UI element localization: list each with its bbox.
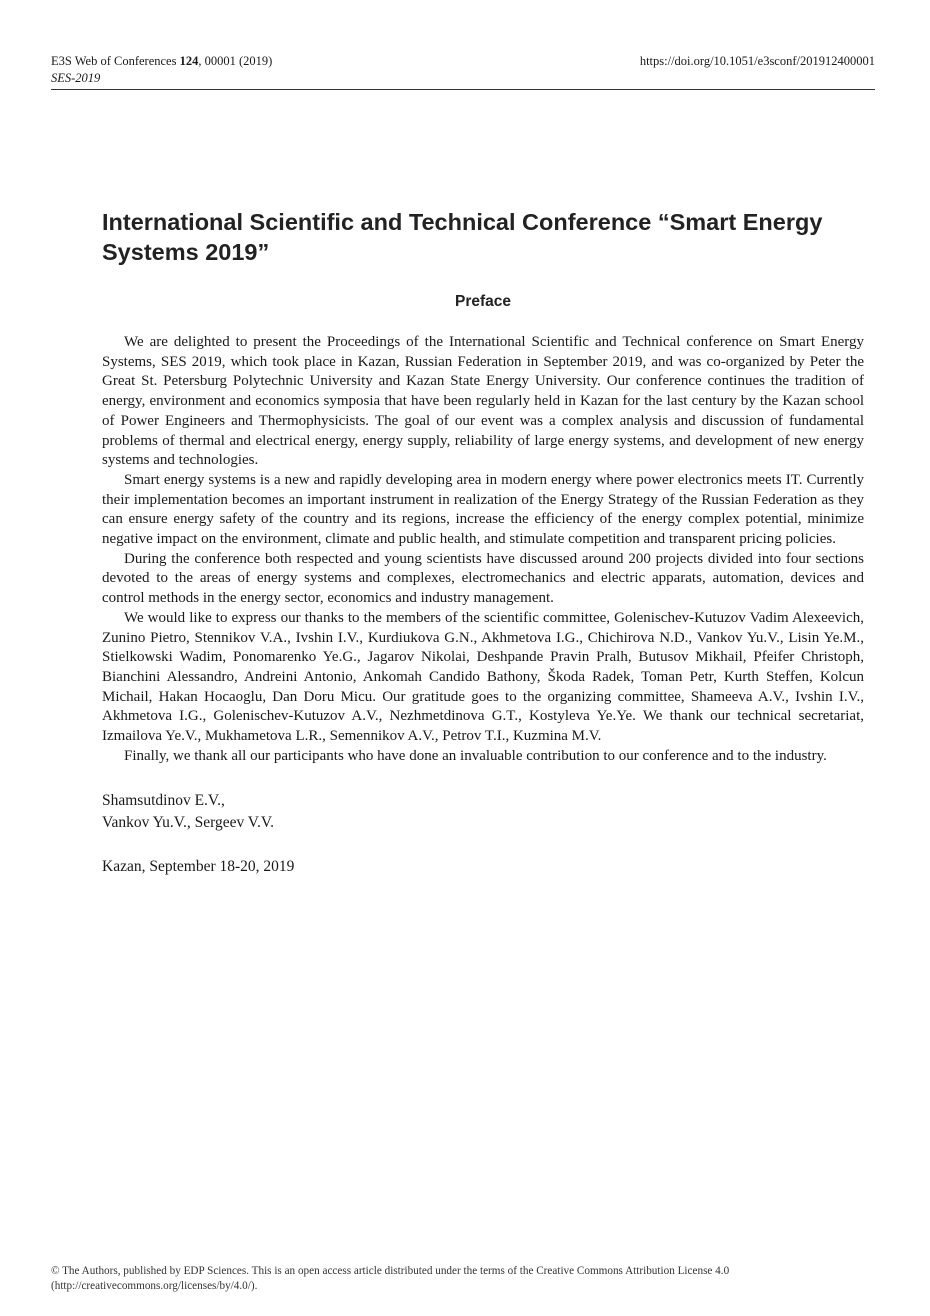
journal-volume: 124	[179, 54, 199, 68]
conference-code: SES-2019	[51, 71, 101, 85]
place-and-date: Kazan, September 18-20, 2019	[102, 858, 295, 876]
running-header-left	[51, 53, 272, 87]
license-footer	[51, 1264, 875, 1294]
journal-citation	[51, 53, 272, 70]
paragraph-intro: We are delighted to present the Proceedings of the International Scientific and Technical conference on Smart Energy Systems, SES 2019, which took place in Kazan, Russian Federation in September 2019, and was co-organized by Peter the Great St. Petersburg Polytechnic University and Kazan State Energy University. Our conference continues the tradition of energy, environment and economics symposia that have been regularly held in Kazan for the last century by the Kazan school of Power Engineers and Thermophysicists. The goal of our event was a complex analysis and discussion of fundamental problems of thermal and electrical energy, energy supply, reliability of large energy systems, and development of new energy systems and technologies.	[102, 334, 864, 469]
section-heading: Preface	[454, 293, 511, 310]
signature-line-2: Vankov Yu.V., Sergeev V.V.	[102, 813, 274, 831]
paragraph-smart-energy: Smart energy systems is a new and rapidly developing area in modern energy where power electronics meets IT. Currently their implementation becomes an important instrument in realization of the Energy Strategy of the Russian Federation as they can ensure energy safety of the country and its regions, increase the efficiency of the energy complex potential, minimize negative impact on the environment, climate and public health, and stimulate competition and transparent pricing policies.	[102, 471, 864, 548]
doi-link[interactable]: https://doi.org/10.1051/e3sconf/201912400001	[639, 54, 875, 68]
journal-name: E3S Web of Conferences	[51, 54, 180, 68]
signature-line-1: Shamsutdinov E.V.,	[102, 792, 225, 810]
header-divider	[51, 89, 875, 90]
license-url[interactable]: (http://creativecommons.org/licenses/by/4.0/).	[51, 1280, 258, 1292]
paragraph-conference-sections: During the conference both respected and young scientists have discussed around 200 projects divided into four sections devoted to the areas of energy systems and complexes, electromechanics and electric apparats, automation, devices and control methods in the energy sector, economics and industry management.	[102, 550, 864, 607]
article-info: , 00001 (2019)	[198, 54, 273, 68]
body-text	[102, 333, 864, 877]
paragraph-acknowledgements: We would like to express our thanks to the members of the scientific committee, Golenischev-Kutuzov Vadim Alexeevich, Zunino Pietro, Stennikov V.A., Ivshin I.V., Kurdiukova G.N., Akhmetova I.G., Chichirova N.D., Vankov Yu.V., Lisin Ye.M., Stielkowski Wadim, Ponomarenko Ye.G., Jagarov Nikolai, Deshpande Pravin Pralh, Butusov Mikhail, Pfeifer Christoph, Bianchini Alessandro, Andreini Antonio, Ankomah Candido Bathony, Škoda Radek, Toman Petr, Kurth Steffen, Kolcun Michail, Hakan Hocaoglu, Dan Doru Micu. Our gratitude goes to the organizing committee, Shameeva A.V., Ivshin I.V., Akhmetova I.G., Golenischev-Kutuzov A.V., Nezhmetdinova G.T., Kostyleva Ye.Ye. We thank our technical secretariat, Izmailova Ye.V., Mukhametova L.R., Semennikov A.V., Petrov T.I., Kuzmina M.V.	[102, 609, 864, 745]
signature-block	[102, 790, 864, 833]
paper-title: International Scientific and Technical Conference “Smart Energy Systems 2019”	[102, 209, 823, 265]
paragraph-closing: Finally, we thank all our participants who have done an invaluable contribution to our conference and to the industry.	[124, 747, 827, 764]
license-text: © The Authors, published by EDP Sciences. This is an open access article distributed under the terms of the Creative Commons Attribution License 4.0	[51, 1265, 730, 1277]
